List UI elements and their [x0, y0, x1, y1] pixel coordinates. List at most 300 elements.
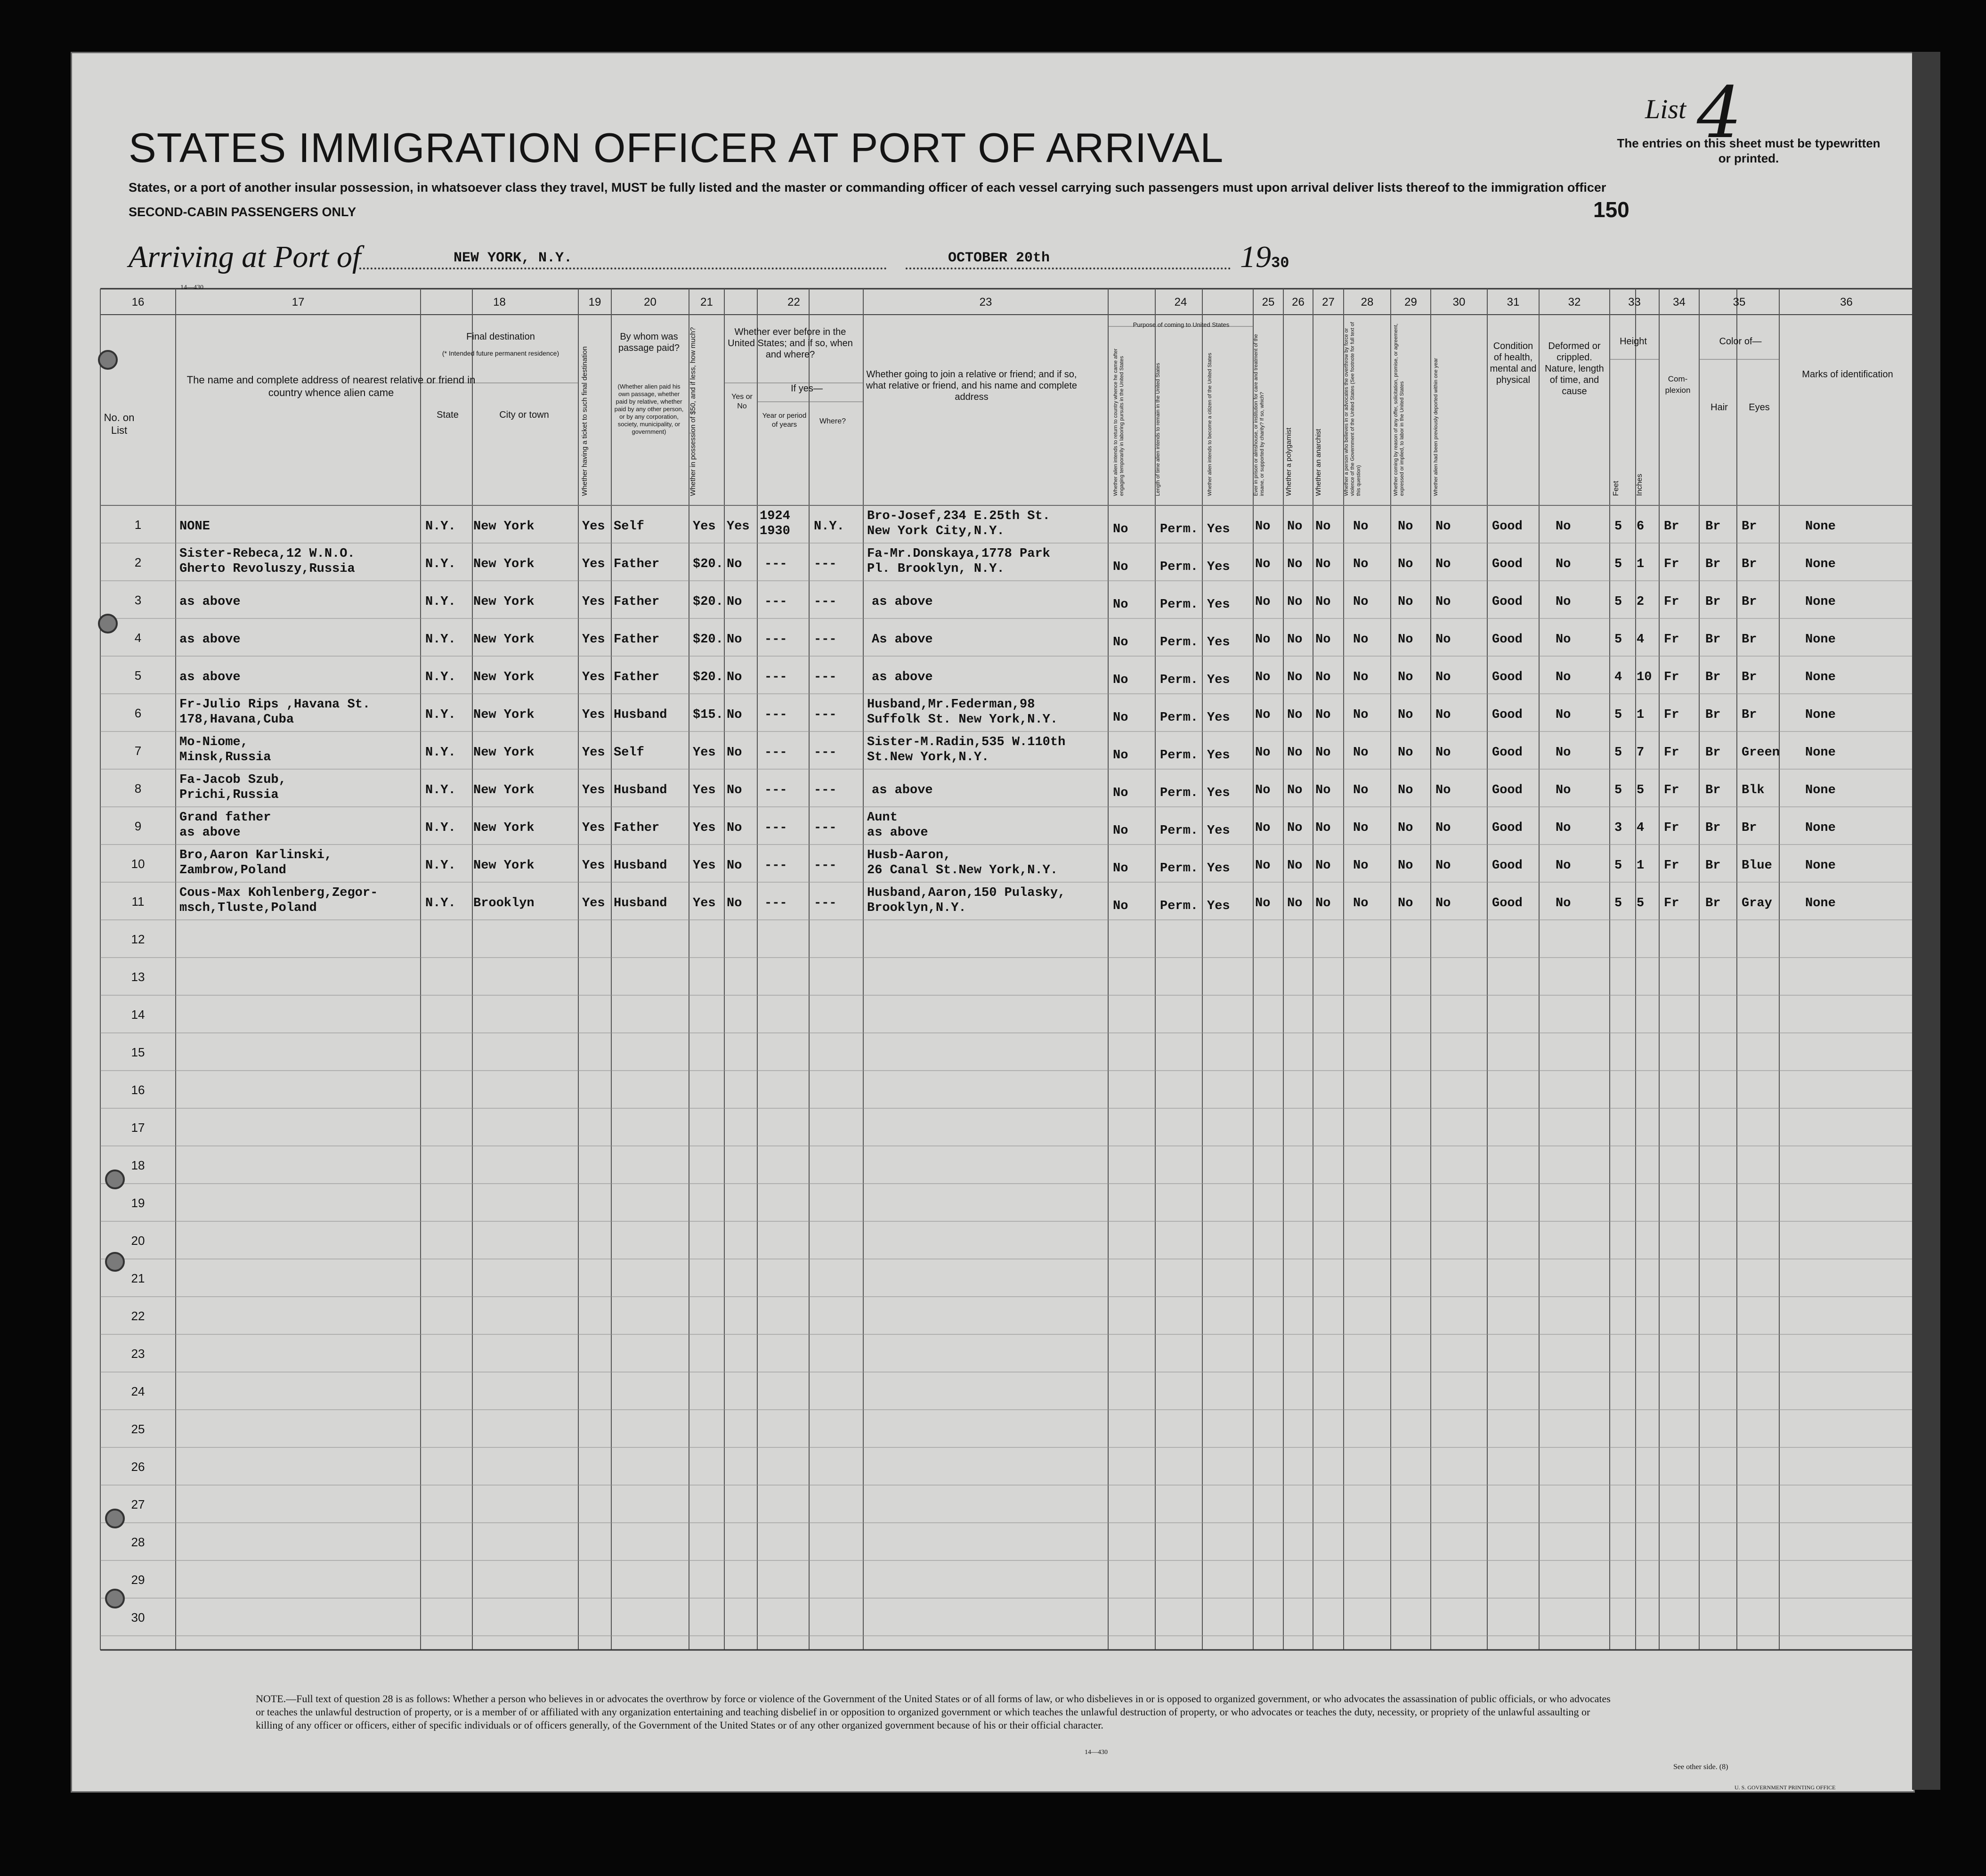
page-mark: (8) [1719, 1763, 1728, 1771]
header-state: State [437, 410, 459, 420]
purpose-return: No [1113, 861, 1128, 876]
destination-city: New York [473, 520, 535, 534]
polygamist-value: No [1287, 708, 1303, 722]
arriving-label: Arriving at Port of [129, 240, 361, 274]
complexion-value: Br [1664, 520, 1679, 534]
purpose-return: No [1113, 673, 1128, 687]
health-value: Good [1492, 896, 1523, 910]
destination-state: N.Y. [425, 670, 456, 684]
anarchist-value: No [1315, 821, 1331, 835]
joining-relative: Husband,Mr.Federman,98 [867, 698, 1035, 712]
deported-value: No [1435, 520, 1451, 534]
row-number: 30 [131, 1610, 145, 1624]
money-value: $15. [693, 708, 723, 722]
deformed-value: No [1556, 520, 1571, 534]
destination-city: New York [473, 783, 535, 797]
binder-hole [105, 1509, 125, 1528]
polygamist-value: No [1287, 859, 1303, 873]
purpose-return: No [1113, 824, 1128, 838]
table-grid [72, 53, 1913, 1791]
identification-marks: None [1805, 821, 1836, 835]
column-number: 33 [1628, 296, 1641, 309]
eye-color: Br [1742, 595, 1757, 609]
destination-state: N.Y. [425, 746, 456, 760]
relative-address: as above [179, 826, 241, 840]
money-value: $20. [693, 557, 723, 571]
purpose-citizen: Yes [1207, 635, 1230, 650]
manifest-sheet [71, 52, 1915, 1793]
polygamist-value: No [1287, 520, 1303, 534]
joining-address: St.New York,N.Y. [867, 750, 989, 764]
polygamist-value: No [1287, 557, 1303, 571]
purpose-length: Perm. [1160, 635, 1199, 650]
header-prison: Ever in prison or almshouse, or institution for care and treatment of the insane, or supported by charity? If so, which? [1253, 334, 1265, 496]
deformed-value: No [1556, 859, 1571, 873]
column-number: 18 [493, 296, 506, 309]
passage-paid-by: Father [614, 821, 660, 835]
row-number: 22 [131, 1309, 145, 1323]
where-value: --- [814, 821, 837, 835]
money-value: Yes [693, 746, 716, 760]
destination-state: N.Y. [425, 633, 456, 647]
period-years: --- [764, 708, 787, 722]
identification-marks: None [1805, 746, 1836, 760]
offer-value: No [1398, 633, 1413, 647]
header-color-of: Color of— [1719, 336, 1762, 347]
period-years: --- [764, 859, 787, 873]
height-feet: 5 [1614, 557, 1622, 571]
hair-color: Br [1705, 708, 1721, 722]
destination-city: New York [473, 633, 535, 647]
row-number: 17 [131, 1121, 145, 1135]
height-feet: 4 [1614, 670, 1622, 684]
header-before-us: Whether ever before in the United States; and if so, when and where? [728, 327, 853, 360]
offer-value: No [1398, 670, 1413, 684]
health-value: Good [1492, 859, 1523, 873]
relative-name: Cous-Max Kohlenberg,Zegor- [179, 886, 378, 900]
column-number: 28 [1361, 296, 1374, 309]
anarchist-value: No [1315, 746, 1331, 760]
eye-color: Blk [1742, 783, 1765, 797]
column-number: 32 [1568, 296, 1581, 309]
overthrow-value: No [1353, 859, 1369, 873]
money-value: $20. [693, 670, 723, 684]
deported-value: No [1435, 859, 1451, 873]
deported-value: No [1435, 595, 1451, 609]
destination-city: New York [473, 595, 535, 609]
polygamist-value: No [1287, 633, 1303, 647]
instructions-text: States, or a port of another insular possession, in whatsoever class they travel, MUST be fully listed and the master or commanding officer of each vessel carrying such passengers must upon arrival deliver lists thereof to the immigration officer [129, 180, 1606, 195]
health-value: Good [1492, 670, 1523, 684]
hair-color: Br [1705, 557, 1721, 571]
before-in-us: No [727, 633, 742, 647]
before-in-us: No [727, 670, 742, 684]
port-underline [359, 268, 887, 269]
height-inches: 1 [1637, 708, 1645, 722]
joining-relative: Sister-M.Radin,535 W.110th [867, 735, 1066, 749]
date-underline [906, 268, 1231, 269]
ticket-value: Yes [582, 708, 605, 722]
printing-office: U. S. GOVERNMENT PRINTING OFFICE [1735, 1784, 1836, 1791]
health-value: Good [1492, 520, 1523, 534]
complexion-value: Fr [1664, 708, 1679, 722]
list-number: 4 [1697, 72, 1742, 154]
prison-value: No [1255, 859, 1271, 873]
header-yes-no: Yes or No [731, 393, 753, 410]
purpose-return: No [1113, 786, 1128, 800]
destination-state: N.Y. [425, 520, 456, 534]
period-years: --- [764, 670, 787, 684]
polygamist-value: No [1287, 595, 1303, 609]
money-value: Yes [693, 783, 716, 797]
anarchist-value: No [1315, 859, 1331, 873]
anarchist-value: No [1315, 896, 1331, 910]
deformed-value: No [1556, 557, 1571, 571]
passage-paid-by: Father [614, 633, 660, 647]
row-number: 20 [131, 1234, 145, 1248]
relative-name: Fa-Jacob Szub, [179, 773, 286, 787]
purpose-citizen: Yes [1207, 560, 1230, 574]
row-number: 5 [134, 668, 142, 682]
row-number: 24 [131, 1384, 145, 1398]
row-number: 29 [131, 1573, 145, 1587]
money-value: Yes [693, 896, 716, 910]
prison-value: No [1255, 896, 1271, 910]
joining-relative: Husband,Aaron,150 Pulasky, [867, 886, 1066, 900]
deported-value: No [1435, 821, 1451, 835]
destination-city: New York [473, 746, 535, 760]
hair-color: Br [1705, 670, 1721, 684]
anarchist-value: No [1315, 633, 1331, 647]
complexion-value: Fr [1664, 783, 1679, 797]
hair-color: Br [1705, 746, 1721, 760]
footer-form-number: 14—430 [1085, 1749, 1108, 1756]
destination-city: New York [473, 670, 535, 684]
prison-value: No [1255, 595, 1271, 609]
before-in-us: No [727, 859, 742, 873]
purpose-length: Perm. [1160, 861, 1199, 876]
prison-value: No [1255, 746, 1271, 760]
column-number: 19 [588, 296, 601, 309]
where-value: --- [814, 557, 837, 571]
header-ticket: Whether having a ticket to such final destination [581, 346, 589, 496]
header-period: Year or period of years [762, 412, 807, 429]
complexion-value: Fr [1664, 595, 1679, 609]
complexion-value: Fr [1664, 557, 1679, 571]
anarchist-value: No [1315, 557, 1331, 571]
row-number: 16 [131, 1083, 145, 1097]
joining-relative: Fa-Mr.Donskaya,1778 Park [867, 547, 1050, 561]
relative-name: Grand father [179, 811, 271, 825]
prison-value: No [1255, 670, 1271, 684]
binder-hole [98, 350, 118, 370]
header-eyes: Eyes [1749, 402, 1770, 413]
relative-address: msch,Tluste,Poland [179, 901, 317, 915]
where-value: --- [814, 595, 837, 609]
complexion-value: Fr [1664, 859, 1679, 873]
complexion-value: Fr [1664, 896, 1679, 910]
relative-address: Gherto Revoluszy,Russia [179, 562, 355, 576]
complexion-value: Fr [1664, 746, 1679, 760]
joining-relative: Bro-Josef,234 E.25th St. [867, 509, 1050, 523]
passage-paid-by: Husband [614, 896, 667, 910]
period-years: --- [764, 557, 787, 571]
year-prefix: 19 [1240, 240, 1271, 274]
height-feet: 5 [1614, 746, 1622, 760]
header-complexion: Com-plexion [1665, 374, 1691, 395]
row-number: 23 [131, 1347, 145, 1361]
relative-name: NONE [179, 520, 210, 534]
height-feet: 5 [1614, 783, 1622, 797]
joining-relative: as above [872, 670, 933, 684]
deported-value: No [1435, 708, 1451, 722]
deported-value: No [1435, 633, 1451, 647]
anarchist-value: No [1315, 595, 1331, 609]
deformed-value: No [1556, 896, 1571, 910]
joining-address: Pl. Brooklyn, N.Y. [867, 562, 1005, 576]
money-value: $20. [693, 633, 723, 647]
column-number: 17 [292, 296, 305, 309]
purpose-citizen: Yes [1207, 786, 1230, 800]
footnote: NOTE.—Full text of question 28 is as follows: Whether a person who believes in or advocates the overthrow by force or violence of the Government of the United States or of all forms of law, or who disbelieves in or is opposed to organized government, or who advocates the assassination of public officials, or who advocates or teaches the unlawful destruction of property, or is a member of or affiliated with any organization entertaining and teaching disbelief in or opposition to organized government or which teaches the unlawful destruction of property, or who advocates or teaches the duty, necessity, or propriety of the unlawful assaulting or killing of any officer or officers, either of specific individuals or of officers generally, of the Government of the United States or of any other organized government because of his or their official character. [256, 1693, 1611, 1731]
ticket-value: Yes [582, 595, 605, 609]
header-city: City or town [499, 410, 549, 420]
eye-color: Br [1742, 821, 1757, 835]
sheet-number: 150 [1593, 197, 1629, 222]
row-number: 11 [131, 894, 145, 909]
hair-color: Br [1705, 859, 1721, 873]
offer-value: No [1398, 595, 1413, 609]
relative-address: Minsk,Russia [179, 750, 271, 764]
health-value: Good [1492, 595, 1523, 609]
height-inches: 4 [1637, 821, 1645, 835]
money-value: Yes [693, 520, 716, 534]
height-feet: 5 [1614, 859, 1622, 873]
height-feet: 5 [1614, 633, 1622, 647]
ticket-value: Yes [582, 821, 605, 835]
header-if-yes: If yes— [791, 383, 823, 394]
prison-value: No [1255, 783, 1271, 797]
anarchist-value: No [1315, 708, 1331, 722]
column-number: 24 [1174, 296, 1187, 309]
hair-color: Br [1705, 520, 1721, 534]
column-number: 25 [1262, 296, 1275, 309]
header-joining: Whether going to join a relative or friend; and if so, what relative or friend, and his name and complete address [866, 369, 1078, 402]
page-binding-edge [1912, 52, 1940, 1790]
prison-value: No [1255, 557, 1271, 571]
row-number: 28 [131, 1535, 145, 1549]
health-value: Good [1492, 708, 1523, 722]
destination-city: New York [473, 557, 535, 571]
passage-paid-by: Father [614, 595, 660, 609]
header-offer: Whether coming by reason of any offer, solicitation, promise, or agreement, expressed or implied, to labor in the United States [1393, 323, 1405, 496]
anarchist-value: No [1315, 783, 1331, 797]
where-value: --- [814, 896, 837, 910]
purpose-return: No [1113, 598, 1128, 612]
offer-value: No [1398, 708, 1413, 722]
column-number: 30 [1452, 296, 1466, 309]
passage-paid-by: Husband [614, 859, 667, 873]
relative-name: Mo-Niome, [179, 735, 248, 749]
identification-marks: None [1805, 633, 1836, 647]
row-number: 10 [131, 857, 145, 871]
passage-paid-by: Father [614, 670, 660, 684]
health-value: Good [1492, 633, 1523, 647]
overthrow-value: No [1353, 746, 1369, 760]
where-value: --- [814, 633, 837, 647]
purpose-citizen: Yes [1207, 673, 1230, 687]
column-number: 27 [1322, 296, 1335, 309]
polygamist-value: No [1287, 746, 1303, 760]
binder-hole [105, 1252, 125, 1272]
where-value: --- [814, 859, 837, 873]
where-value: --- [814, 670, 837, 684]
passage-paid-by: Father [614, 557, 660, 571]
overthrow-value: No [1353, 557, 1369, 571]
header-no-on-list: No. on List [104, 412, 135, 436]
passage-paid-by: Self [614, 746, 644, 760]
relative-name: as above [179, 595, 241, 609]
period-years: --- [764, 633, 787, 647]
anarchist-value: No [1315, 520, 1331, 534]
hair-color: Br [1705, 821, 1721, 835]
deported-value: No [1435, 783, 1451, 797]
identification-marks: None [1805, 595, 1836, 609]
header-final-destination-sub: (* Intended future permanent residence) [442, 349, 559, 357]
deformed-value: No [1556, 783, 1571, 797]
overthrow-value: No [1353, 670, 1369, 684]
joining-relative: Husb-Aaron, [867, 848, 951, 862]
relative-address: Prichi,Russia [179, 788, 279, 802]
destination-state: N.Y. [425, 557, 456, 571]
binder-hole [98, 614, 118, 633]
see-other-side [1673, 1763, 1728, 1771]
eye-color: Br [1742, 670, 1757, 684]
typewritten-note: The entries on this sheet must be typewritten or printed. [1617, 136, 1881, 165]
health-value: Good [1492, 821, 1523, 835]
binder-hole [105, 1589, 125, 1608]
header-overthrow: Whether a person who believes in or advocates the overthrow by force or violence of the Government of the United States (See footnote for full text of this question) [1344, 322, 1362, 496]
ticket-value: Yes [582, 746, 605, 760]
identification-marks: None [1805, 670, 1836, 684]
deported-value: No [1435, 557, 1451, 571]
hair-color: Br [1705, 783, 1721, 797]
period-years: 1924 [760, 509, 790, 523]
row-number: 26 [131, 1460, 145, 1474]
port-value: NEW YORK, N.Y. [454, 250, 573, 266]
height-feet: 5 [1614, 595, 1622, 609]
purpose-return: No [1113, 748, 1128, 763]
period-years: 1930 [760, 524, 790, 538]
where-value: --- [814, 708, 837, 722]
purpose-length: Perm. [1160, 673, 1199, 687]
destination-state: N.Y. [425, 708, 456, 722]
height-inches: 6 [1637, 520, 1645, 534]
deported-value: No [1435, 670, 1451, 684]
relative-name: as above [179, 633, 241, 647]
row-number: 7 [134, 744, 142, 758]
row-number: 18 [131, 1158, 145, 1172]
joining-relative: Aunt [867, 811, 898, 825]
overthrow-value: No [1353, 896, 1369, 910]
row-number: 14 [131, 1007, 145, 1022]
height-inches: 5 [1637, 783, 1645, 797]
eye-color: Br [1742, 633, 1757, 647]
passage-paid-by: Husband [614, 783, 667, 797]
prison-value: No [1255, 633, 1271, 647]
identification-marks: None [1805, 783, 1836, 797]
purpose-return: No [1113, 711, 1128, 725]
destination-state: N.Y. [425, 783, 456, 797]
header-polygamist: Whether a polygamist [1285, 427, 1293, 496]
purpose-return: No [1113, 635, 1128, 650]
column-number: 31 [1507, 296, 1520, 309]
before-in-us: No [727, 783, 742, 797]
header-purpose-length: Length of time alien intends to remain in the United States [1155, 363, 1161, 496]
ticket-value: Yes [582, 557, 605, 571]
column-number: 34 [1673, 296, 1686, 309]
identification-marks: None [1805, 557, 1836, 571]
row-number: 2 [134, 555, 142, 569]
purpose-return: No [1113, 522, 1128, 536]
column-number: 16 [131, 296, 145, 309]
eye-color: Br [1742, 708, 1757, 722]
cabin-class-label: SECOND-CABIN PASSENGERS ONLY [129, 205, 357, 219]
height-inches: 1 [1637, 557, 1645, 571]
polygamist-value: No [1287, 670, 1303, 684]
deported-value: No [1435, 746, 1451, 760]
height-inches: 5 [1637, 896, 1645, 910]
health-value: Good [1492, 557, 1523, 571]
purpose-citizen: Yes [1207, 598, 1230, 612]
overthrow-value: No [1353, 595, 1369, 609]
arrival-year [1240, 239, 1289, 275]
column-number: 29 [1404, 296, 1417, 309]
arrival-date: OCTOBER 20th [948, 250, 1050, 266]
offer-value: No [1398, 896, 1413, 910]
polygamist-value: No [1287, 821, 1303, 835]
column-number: 36 [1840, 296, 1853, 309]
eye-color: Green [1742, 746, 1780, 760]
header-height: Height [1620, 336, 1647, 347]
deformed-value: No [1556, 821, 1571, 835]
column-number: 21 [700, 296, 713, 309]
height-feet: 5 [1614, 708, 1622, 722]
relative-address: 178,Havana,Cuba [179, 713, 294, 727]
purpose-citizen: Yes [1207, 711, 1230, 725]
header-hair: Hair [1710, 402, 1728, 413]
offer-value: No [1398, 821, 1413, 835]
anarchist-value: No [1315, 670, 1331, 684]
header-where: Where? [819, 417, 846, 425]
destination-state: N.Y. [425, 859, 456, 873]
joining-address: 26 Canal St.New York,N.Y. [867, 863, 1058, 877]
page-title: STATES IMMIGRATION OFFICER AT PORT OF ARRIVAL [129, 124, 1224, 171]
row-number: 21 [131, 1271, 145, 1285]
prison-value: No [1255, 821, 1271, 835]
binder-hole [105, 1169, 125, 1189]
period-years: --- [764, 896, 787, 910]
ticket-value: Yes [582, 859, 605, 873]
joining-relative: as above [872, 783, 933, 797]
period-years: --- [764, 783, 787, 797]
passage-paid-by: Self [614, 520, 644, 534]
before-in-us: No [727, 746, 742, 760]
identification-marks: None [1805, 896, 1836, 910]
header-inches: Inches [1636, 473, 1644, 496]
eye-color: Br [1742, 557, 1757, 571]
where-value: --- [814, 746, 837, 760]
